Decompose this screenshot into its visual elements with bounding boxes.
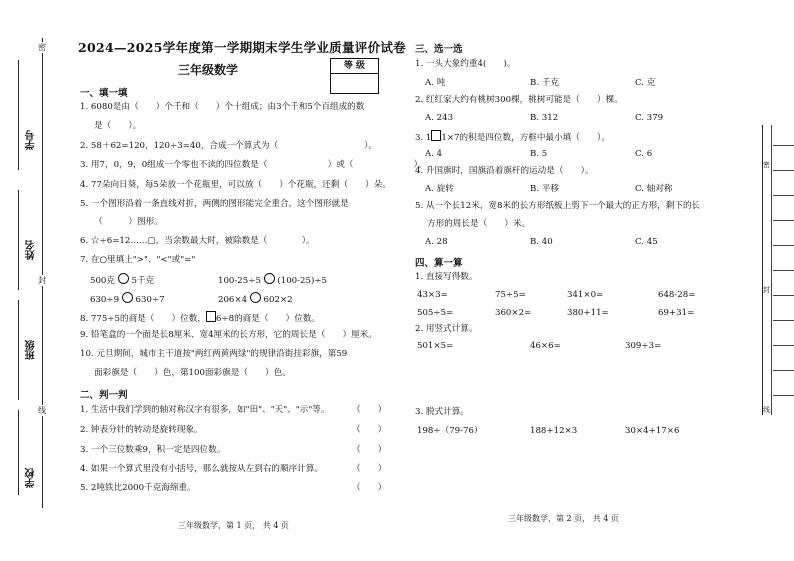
judge-answer-4[interactable]: （ ） [352,464,387,474]
judge-item-2: 2. 钟表分针的转动是旋转现象。 [80,425,203,435]
choose-q3-part1: 3. 1 [415,133,432,143]
choose-q4: 4. 升国旗时，国旗沿着旗杆的运动是（ ）。 [415,166,594,176]
compare-left: 500克 [90,276,115,286]
strip-char-feng: 封 [763,286,770,294]
fill-q1b: 是（ ）。 [94,121,142,131]
compare-item [218,273,327,287]
choose-q3-part2: 1×7的积是四位数，方框中最小填（ ）。 [441,133,610,143]
blank-box[interactable] [206,311,216,322]
choose-q2-opt-a[interactable]: A. 243 [425,113,454,123]
compare-circle[interactable] [264,273,275,284]
fill-q8-part2: 6÷8的商是（ ）位数。 [215,314,321,324]
section-fill-heading: 一、填一填 [80,88,128,99]
oral-calc-item: 75÷5= [495,290,526,300]
fill-q10a: 10. 元旦期间，城市主干道按"两红两黄两绿"的规律沿街挂彩旗，第59 [80,349,348,359]
seal-char-mi: 密 [38,43,46,52]
choose-q1-opt-a[interactable]: A. 吨 [425,78,446,88]
seal-char-xian: 线 [38,406,46,415]
compare-left: 630÷9 [90,295,120,305]
choose-q2: 2. 红红家大约有桃树300棵，桃树可能是（ ）棵。 [415,95,623,105]
fill-q2: 2. 58＋62=120，120÷3=40，合成一个算式为（ ）。 [80,141,377,151]
fill-q8-part1: 8. 775÷5的商是（ ）位数， [80,314,206,324]
choose-q1-opt-c[interactable]: C. 克 [635,78,656,88]
section-choose-heading: 三、选一选 [415,44,463,55]
binding-line [42,38,43,508]
page-2-footer: 三年级数学，第 2 页， 共 4 页 [508,514,619,523]
judge-answer-5[interactable]: （ ） [352,483,387,493]
page-1-footer: 三年级数学，第 1 页， 共 4 页 [178,521,289,530]
oral-calc-item: 505÷5= [417,308,454,318]
compare-item [90,292,165,306]
compare-circle[interactable] [250,292,261,303]
school-label: 学校 [26,468,37,488]
judge-item-1: 1. 生活中我们学到的轴对称汉字有很多，如"田"、"天"、"示"等。 [80,405,330,415]
choose-q1: 1. 一头大象约重4( )。 [415,59,516,69]
compare-circle[interactable] [118,273,129,284]
choose-q3-opt-c[interactable]: C. 6 [635,149,653,159]
seal-char-feng: 封 [38,276,46,285]
class-label: 班级 [26,340,37,360]
choose-q4-opt-a[interactable]: A. 旋转 [425,184,454,194]
compare-right: 630÷7 [135,295,165,305]
student-id-line [18,60,19,170]
calc-sub3: 3. 脱式计算。 [415,407,469,417]
name-line [18,190,19,290]
fill-q1a: 1. 6080是由（ ）个千和（ ）个十组成；由3个千和5个百组成的数 [80,102,365,112]
school-line [18,410,19,495]
vertical-calc-item: 501×5= [417,341,454,351]
choose-q5b: 方形的周长是（ ）米。 [427,219,531,229]
fill-q3: 3. 用7，0，9，0组成一个零也不读的四位数是（ ）或（ ）。 [80,160,427,170]
grade-box-label: 等 级 [331,59,378,74]
fill-q6: 6. ☆÷6=12……▢，当余数最大时，被除数是（ ）。 [80,236,315,246]
oral-calc-item: 341×0= [567,290,604,300]
choose-q3 [415,130,610,144]
vertical-calc-item: 46×6= [530,341,561,351]
compare-left: 100-25÷5 [218,276,261,286]
fill-q10b: 面彩旗是（ ）色，第100面彩旗是（ ）色。 [94,368,291,378]
step-calc-item: 198÷（79-76） [417,426,483,436]
oral-calc-item: 380+11= [567,308,609,318]
grade-box [330,58,379,94]
section-judge-heading: 二、判一判 [80,390,128,401]
compare-item [218,292,293,306]
choose-q5a: 5. 从一个长12米，宽8米的长方形纸板上剪下一个最大的正方形，剩下的长 [415,201,701,211]
calc-sub1: 1. 直接写得数。 [415,272,478,282]
choose-q4-opt-c[interactable]: C. 轴对称 [635,184,673,194]
choose-q2-opt-c[interactable]: C. 379 [635,113,664,123]
fill-q9: 9. 铅笔盒的一个面是长8厘米、宽4厘米的长方形，它的周长是（ ）厘米。 [80,330,377,340]
compare-right: (100-25)÷5 [277,276,328,286]
compare-circle[interactable] [122,292,133,303]
vertical-calc-item: 309÷3= [625,341,662,351]
oral-calc-item: 360×2= [495,308,532,318]
name-label: 姓名 [26,240,37,260]
oral-calc-item: 648-28= [658,290,696,300]
compare-left: 206×4 [218,295,248,305]
choose-q4-opt-b[interactable]: B. 平移 [530,184,559,194]
step-calc-item: 30×4+17×6 [625,426,680,436]
choose-q5-opt-b[interactable]: B. 40 [530,237,553,247]
right-answer-strip [762,125,794,415]
exam-title: 2024—2025学年度第一学期期末学生学业质量评价试卷 [78,40,406,55]
judge-answer-2[interactable]: （ ） [352,425,387,435]
section-calc-heading: 四、算一算 [415,258,463,269]
calc-sub2: 2. 用竖式计算。 [415,324,478,334]
oral-calc-item: 69+31= [658,308,695,318]
blank-box[interactable] [431,130,441,141]
fill-q7: 7. 在○里填上">"、"<"或"=" [80,255,196,265]
judge-answer-1[interactable]: （ ） [352,405,387,415]
fill-q4: 4. 77朵向日葵，每5朵放一个花瓶里，可以放（ ）个花瓶，还剩（ ）朵。 [80,180,391,190]
choose-q3-opt-b[interactable]: B. 5 [530,149,548,159]
compare-item [90,273,154,287]
choose-q1-opt-b[interactable]: B. 千克 [530,78,559,88]
oral-calc-item: 43×3= [417,290,448,300]
strip-char-xian: 线 [763,406,770,414]
subject-title: 三年级数学 [178,63,239,77]
fill-q5b: （ ）图形。 [94,217,163,227]
step-calc-item: 188+12×3 [530,426,578,436]
compare-right: 5千克 [131,276,155,286]
fill-q5a: 5. 一个图形沿着一条直线对折，两侧的图形能完全重合，这个图形就是 [80,199,349,209]
class-line [18,300,19,400]
judge-item-4: 4. 如果一个算式里没有小括号，那么就按从左到右的顺序计算。 [80,464,323,474]
choose-q5-opt-a[interactable]: A. 28 [425,237,448,247]
choose-q5-opt-c[interactable]: C. 45 [635,237,658,247]
choose-q3-opt-a[interactable]: A. 4 [425,149,443,159]
fill-q8 [80,311,320,325]
judge-item-5: 5. 2吨铁比2000千克海绵重。 [80,483,196,493]
choose-q2-opt-b[interactable]: B. 312 [530,113,559,123]
student-id-label: 学号 [26,130,37,150]
judge-item-3: 3. 一个三位数乘9，积一定是四位数。 [80,445,226,455]
compare-right: 602×2 [263,295,293,305]
strip-char-mi: 密 [763,161,770,169]
judge-answer-3[interactable]: （ ） [352,445,387,455]
